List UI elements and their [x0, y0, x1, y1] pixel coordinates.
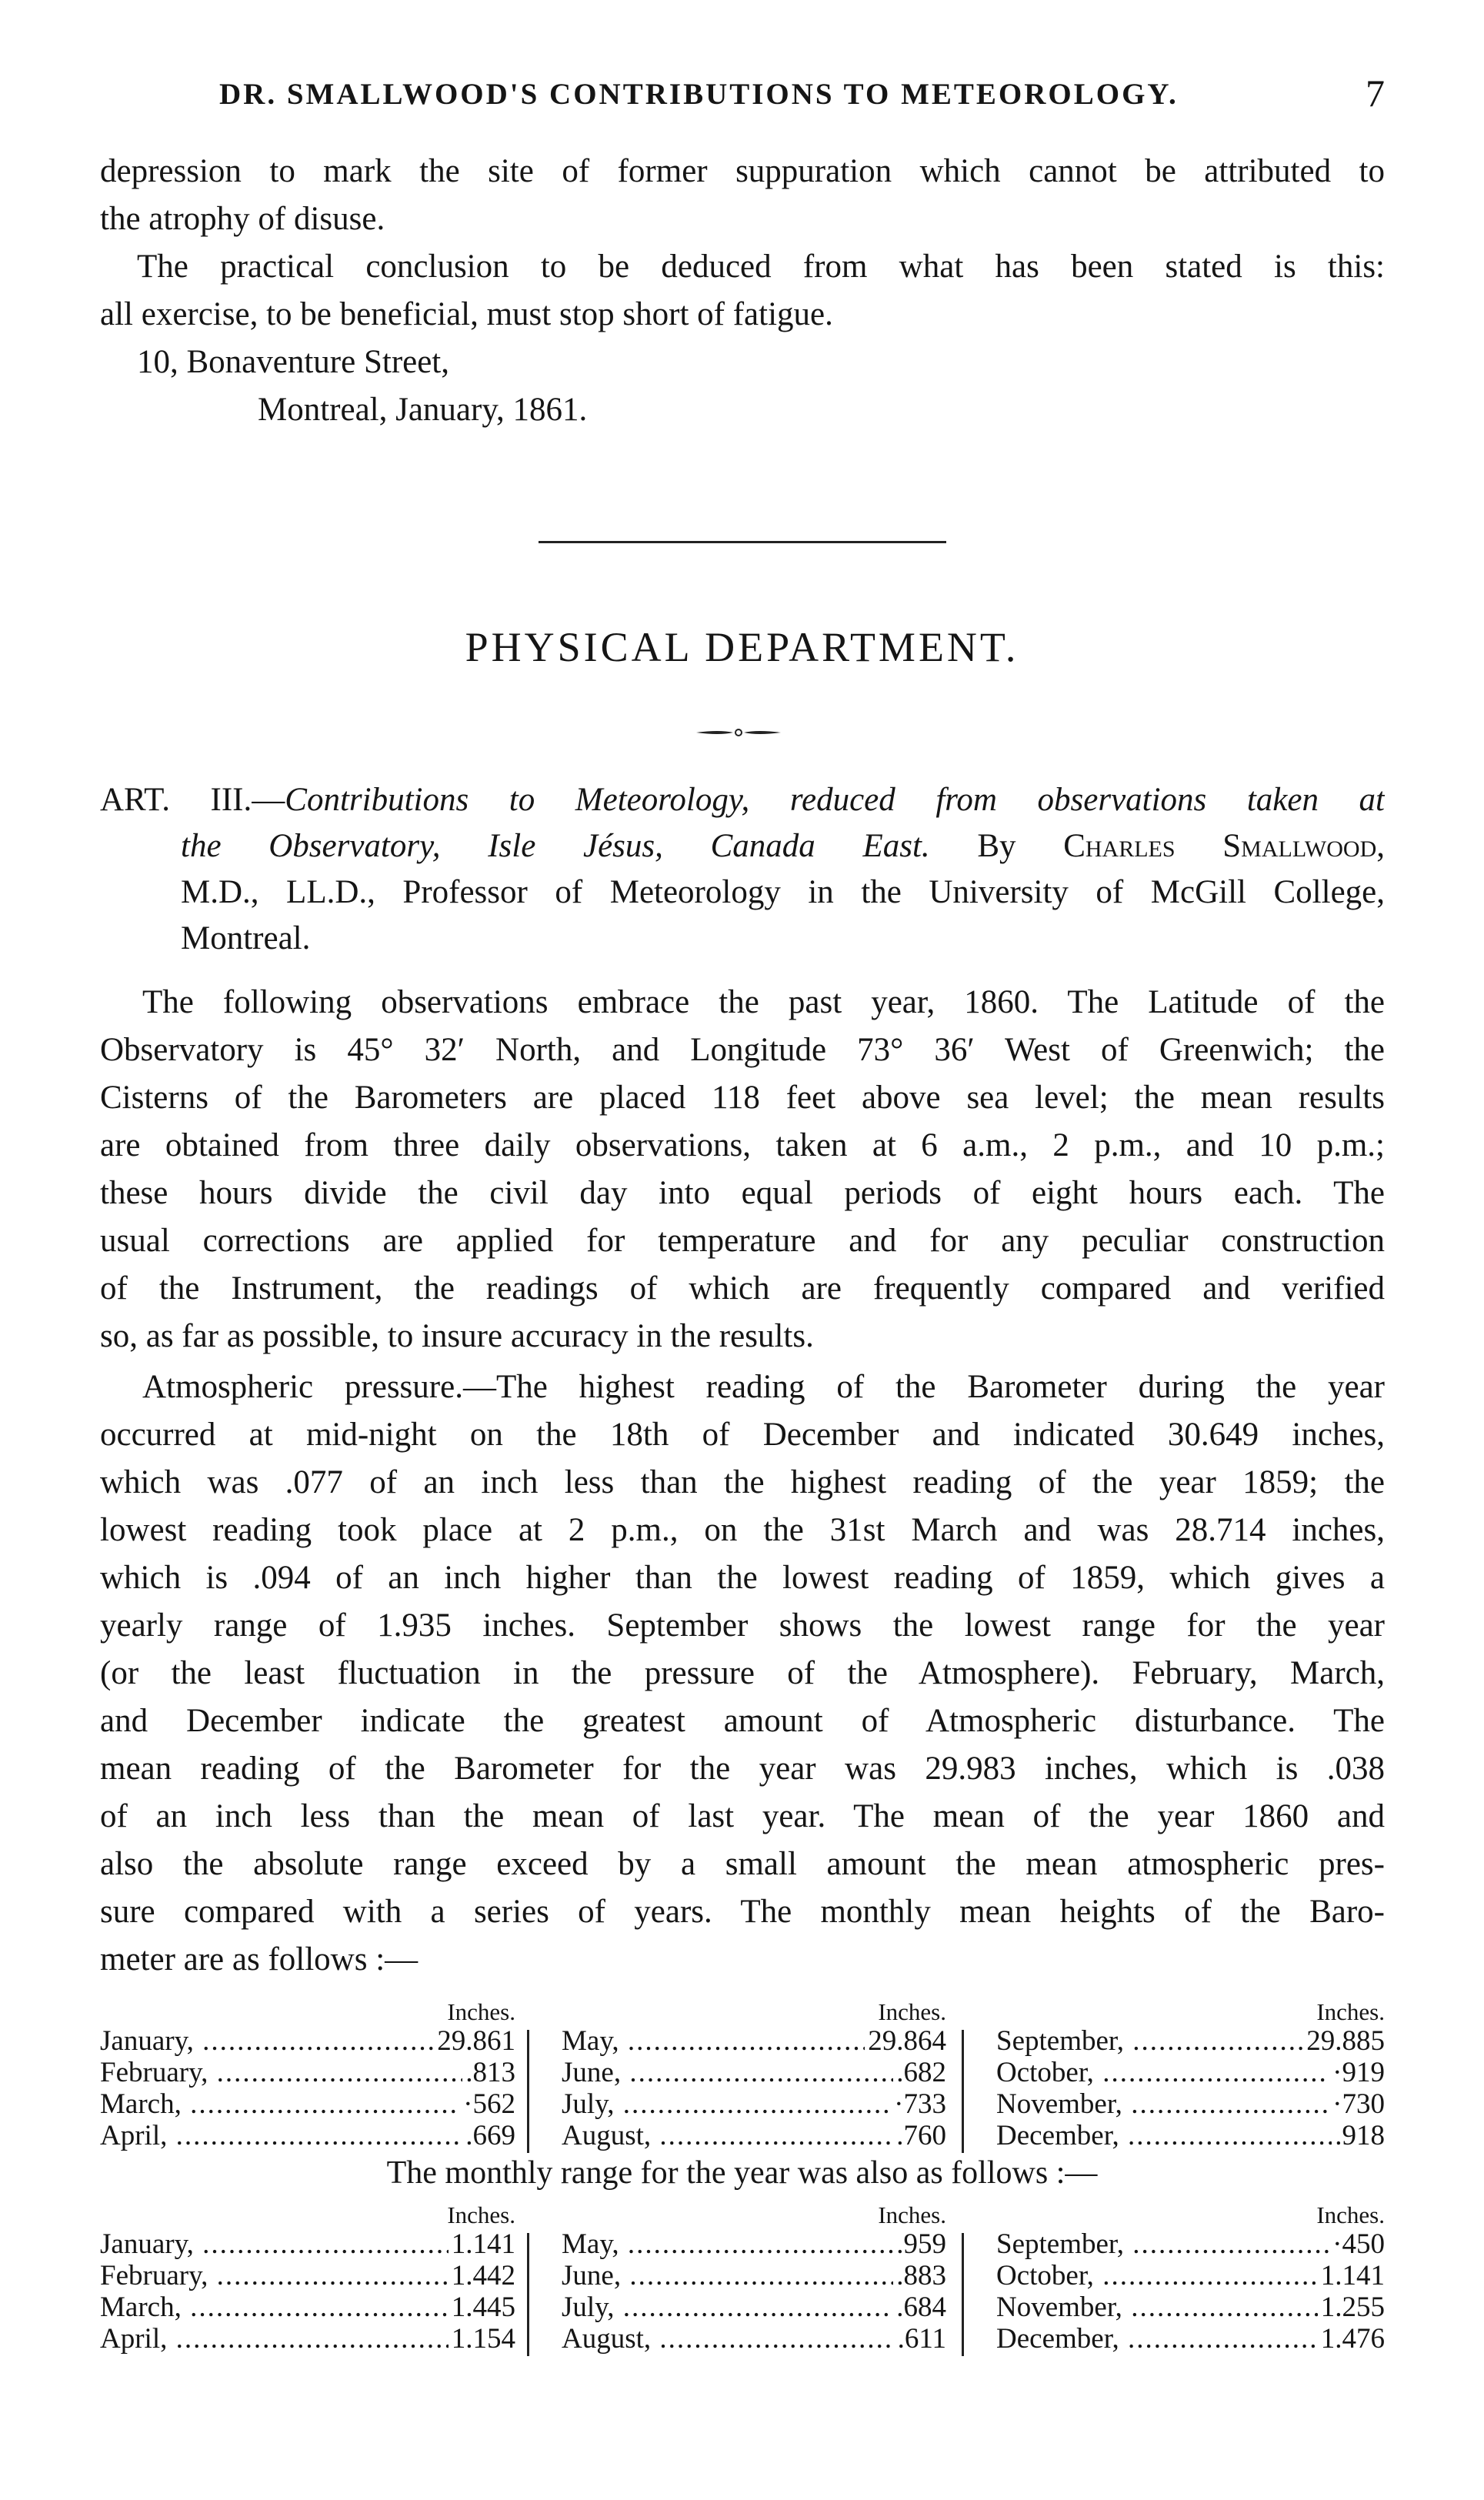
running-title: DR. SMALLWOOD'S CONTRIBUTIONS TO METEOROLOGY. [219, 78, 1179, 111]
ornament-divider [696, 727, 781, 738]
body-line: occurred at mid-night on the 18th of December and indicated 30.649 inches, [100, 1417, 1385, 1453]
article-heading-line: Montreal. [181, 920, 311, 956]
article-by: By [977, 828, 1016, 864]
body-line: depression to mark the site of former suppuration which cannot be attributed to [100, 153, 1385, 189]
table-row: April, ..... 1.154 [100, 2323, 515, 2355]
body-line: these hours divide the civil day into equal periods of eight hours each. The [100, 1175, 1385, 1211]
body-line: which is .094 of an inch higher than the lowest reading of 1859, which gives a [100, 1560, 1385, 1596]
body-line: sure compared with a series of years. The monthly mean heights of the Baro- [100, 1894, 1385, 1930]
unit-label: Inches. [447, 1998, 515, 2025]
column-divider [962, 2233, 964, 2356]
range-column-3 [996, 2202, 1385, 2355]
table-row: June, ..... .883 [562, 2260, 946, 2291]
paragraph-atmospheric-pressure [100, 1363, 1385, 1984]
article-author: Charles Smallwood, [1063, 828, 1385, 864]
signature-place-date: Montreal, January, 1861. [258, 392, 588, 428]
table-row: August, ..... .611 [562, 2323, 946, 2355]
table-row: February, ..... 1.442 [100, 2260, 515, 2291]
previous-article-ending [100, 148, 1385, 434]
body-line: all exercise, to be beneficial, must stop short of fatigue. [100, 296, 833, 332]
range-table-title: The monthly range for the year was also as follows :— [386, 2155, 1098, 2191]
column-divider [527, 2030, 529, 2153]
table-row: October, ..... 1.141 [996, 2260, 1385, 2291]
body-line: Atmospheric pressure.—The highest reading of the Barometer during the year [142, 1369, 1385, 1405]
monthly-means-table [100, 1999, 1385, 2153]
table-row: April, ..... .669 [100, 2120, 515, 2151]
article-title-part-1: Contributions to Meteorology, reduced from observations taken at [285, 782, 1385, 818]
signature-address: 10, Bonaventure Street, [137, 344, 450, 380]
table-row: July, ..... .684 [562, 2291, 946, 2323]
column-divider [962, 2030, 964, 2153]
running-header [100, 71, 1385, 117]
body-line: yearly range of 1.935 inches. September shows the lowest range for the year [100, 1607, 1385, 1644]
table-row: November, ..... ·730 [996, 2088, 1385, 2120]
column-divider [527, 2233, 529, 2356]
means-column-3 [996, 1999, 1385, 2151]
table-row: January, ..... 1.141 [100, 2228, 515, 2260]
body-line: of the Instrument, the readings of which are frequently compared and verified [100, 1270, 1385, 1307]
article-heading [100, 777, 1385, 962]
article-heading-line: M.D., LL.D., Professor of Meteorology in the University of McGill College, [181, 874, 1385, 910]
unit-label: Inches. [1316, 1998, 1385, 2025]
body-line: also the absolute range exceed by a small amount the mean atmospheric pres- [100, 1846, 1385, 1882]
page-number: 7 [1366, 72, 1385, 115]
body-line: The following observations embrace the past year, 1860. The Latitude of the [142, 984, 1385, 1020]
body-line: of an inch less than the mean of last year. The mean of the year 1860 and [100, 1798, 1385, 1834]
table-row: March, ..... 1.445 [100, 2291, 515, 2323]
table-row: September, ..... 29.885 [996, 2025, 1385, 2057]
unit-label: Inches. [447, 2201, 515, 2228]
body-line: Cisterns of the Barometers are placed 118 feet above sea level; the mean results [100, 1080, 1385, 1116]
body-line: and December indicate the greatest amount of Atmospheric disturbance. The [100, 1703, 1385, 1739]
unit-label: Inches. [878, 2201, 946, 2228]
body-line: Observatory is 45° 32′ North, and Longitude 73° 36′ West of Greenwich; the [100, 1032, 1385, 1068]
section-title: PHYSICAL DEPARTMENT. [465, 624, 1019, 670]
body-line: lowest reading took place at 2 p.m., on the 31st March and was 28.714 inches, [100, 1512, 1385, 1548]
body-line: the atrophy of disuse. [100, 201, 385, 237]
table-row: October, ..... ·919 [996, 2057, 1385, 2088]
body-line: (or the least fluctuation in the pressure of the Atmosphere). February, March, [100, 1655, 1385, 1691]
section-divider-rule [539, 541, 946, 543]
unit-label: Inches. [1316, 2201, 1385, 2228]
table-row: May, ..... .959 [562, 2228, 946, 2260]
means-column-1 [100, 1999, 515, 2151]
table-row: January, ..... 29.861 [100, 2025, 515, 2057]
body-line: which was .077 of an inch less than the highest reading of the year 1859; the [100, 1464, 1385, 1500]
body-line: are obtained from three daily observations, taken at 6 a.m., 2 p.m., and 10 p.m.; [100, 1127, 1385, 1163]
body-line: mean reading of the Barometer for the year was 29.983 inches, which is .038 [100, 1751, 1385, 1787]
unit-label: Inches. [878, 1998, 946, 2025]
body-line: meter are as follows :— [100, 1941, 419, 1978]
table-row: August, ..... .760 [562, 2120, 946, 2151]
article-title-part-2: the Observatory, Isle Jésus, Canada East. [181, 828, 930, 864]
monthly-range-table [100, 2202, 1385, 2356]
table-row: March, ..... ·562 [100, 2088, 515, 2120]
table-row: July, ..... ·733 [562, 2088, 946, 2120]
table-row: November, ..... 1.255 [996, 2291, 1385, 2323]
body-line: usual corrections are applied for temperature and for any peculiar construction [100, 1223, 1385, 1259]
table-row: December, ..... .918 [996, 2120, 1385, 2151]
table-row: February, ..... .813 [100, 2057, 515, 2088]
range-column-2 [562, 2202, 946, 2355]
range-column-1 [100, 2202, 515, 2355]
body-line: so, as far as possible, to insure accuracy in the results. [100, 1318, 814, 1354]
table-row: June, ..... .682 [562, 2057, 946, 2088]
table-row: May, ..... 29.864 [562, 2025, 946, 2057]
article-heading-line [100, 823, 1385, 869]
article-heading-line: ART. III.—Contributions to Meteorology, reduced from observations taken at [100, 782, 1385, 818]
paragraph-observations [100, 979, 1385, 1360]
means-column-2 [562, 1999, 946, 2151]
table-row: December, ..... 1.476 [996, 2323, 1385, 2355]
article-label: ART. III. [100, 782, 252, 818]
body-line: The practical conclusion to be deduced from what has been stated is this: [137, 249, 1385, 285]
table-row: September, ..... ·450 [996, 2228, 1385, 2260]
